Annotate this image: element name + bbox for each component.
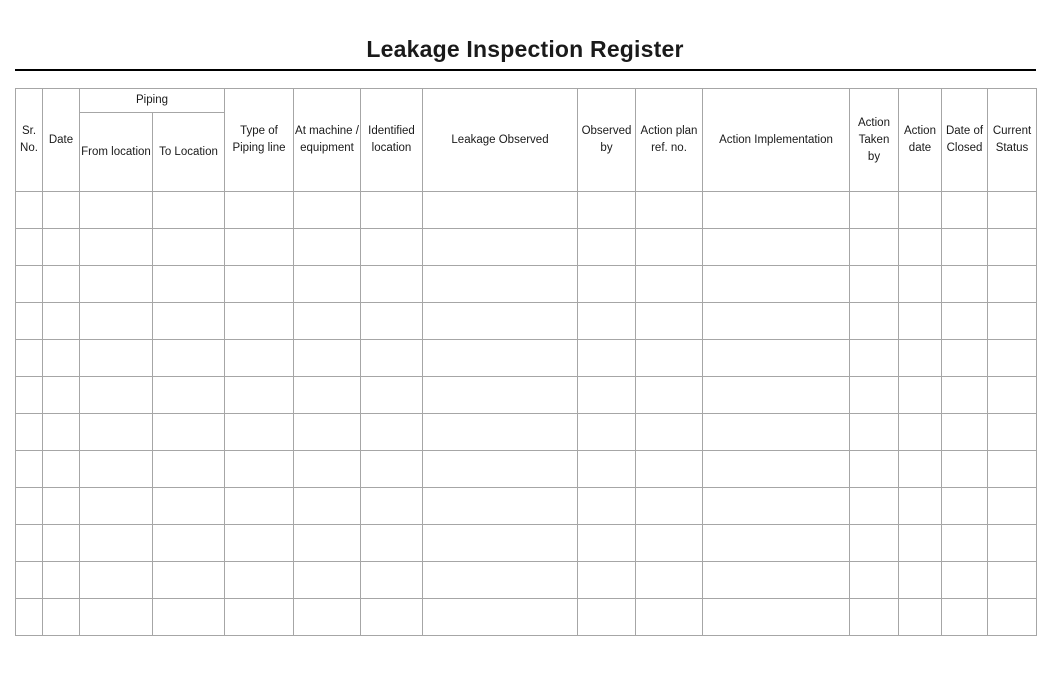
cell-action-taken-by[interactable] (850, 562, 899, 599)
cell-date[interactable] (43, 377, 80, 414)
cell-identified-location[interactable] (361, 340, 423, 377)
cell-action-taken-by[interactable] (850, 488, 899, 525)
header-sr-no: Sr. No. (16, 89, 43, 192)
cell-sr-no[interactable] (16, 562, 43, 599)
cell-action-date[interactable] (899, 525, 942, 562)
cell-action-taken-by[interactable] (850, 414, 899, 451)
cell-identified-location[interactable] (361, 562, 423, 599)
cell-action-date[interactable] (899, 377, 942, 414)
cell-date-of-closed[interactable] (942, 599, 988, 636)
cell-action-date[interactable] (899, 192, 942, 229)
cell-to-location[interactable] (153, 340, 225, 377)
cell-identified-location[interactable] (361, 377, 423, 414)
cell-sr-no[interactable] (16, 451, 43, 488)
cell-action-implementation[interactable] (703, 377, 850, 414)
cell-leakage-observed[interactable] (423, 599, 578, 636)
cell-from-location[interactable] (80, 414, 153, 451)
cell-identified-location[interactable] (361, 451, 423, 488)
cell-observed-by[interactable] (578, 562, 636, 599)
cell-type-of-piping-line[interactable] (225, 192, 294, 229)
header-current-status: Current Status (988, 89, 1037, 192)
cell-at-machine-equipment[interactable] (294, 451, 361, 488)
cell-to-location[interactable] (153, 266, 225, 303)
cell-at-machine-equipment[interactable] (294, 229, 361, 266)
cell-action-plan-ref-no[interactable] (636, 488, 703, 525)
table-row (16, 599, 1037, 636)
cell-at-machine-equipment[interactable] (294, 266, 361, 303)
cell-date-of-closed[interactable] (942, 303, 988, 340)
cell-leakage-observed[interactable] (423, 192, 578, 229)
cell-identified-location[interactable] (361, 525, 423, 562)
cell-date-of-closed[interactable] (942, 525, 988, 562)
cell-leakage-observed[interactable] (423, 229, 578, 266)
cell-at-machine-equipment[interactable] (294, 377, 361, 414)
cell-from-location[interactable] (80, 229, 153, 266)
cell-date[interactable] (43, 562, 80, 599)
cell-observed-by[interactable] (578, 229, 636, 266)
cell-action-plan-ref-no[interactable] (636, 303, 703, 340)
cell-date[interactable] (43, 192, 80, 229)
cell-from-location[interactable] (80, 340, 153, 377)
cell-leakage-observed[interactable] (423, 525, 578, 562)
table-row (16, 192, 1037, 229)
cell-at-machine-equipment[interactable] (294, 192, 361, 229)
header-at-machine-equipment: At machine / equipment (294, 89, 361, 192)
cell-to-location[interactable] (153, 451, 225, 488)
cell-identified-location[interactable] (361, 192, 423, 229)
header-date-of-closed: Date of Closed (942, 89, 988, 192)
cell-action-date[interactable] (899, 488, 942, 525)
cell-leakage-observed[interactable] (423, 340, 578, 377)
cell-action-implementation[interactable] (703, 340, 850, 377)
cell-action-date[interactable] (899, 451, 942, 488)
inspection-register-table (15, 88, 1037, 636)
cell-from-location[interactable] (80, 303, 153, 340)
title-divider (15, 69, 1036, 71)
cell-identified-location[interactable] (361, 266, 423, 303)
cell-observed-by[interactable] (578, 192, 636, 229)
cell-action-taken-by[interactable] (850, 266, 899, 303)
cell-at-machine-equipment[interactable] (294, 525, 361, 562)
cell-action-plan-ref-no[interactable] (636, 525, 703, 562)
cell-identified-location[interactable] (361, 414, 423, 451)
cell-observed-by[interactable] (578, 451, 636, 488)
cell-action-implementation[interactable] (703, 229, 850, 266)
cell-current-status[interactable] (988, 229, 1037, 266)
cell-at-machine-equipment[interactable] (294, 599, 361, 636)
header-type-of-piping-line: Type of Piping line (225, 89, 294, 192)
cell-date[interactable] (43, 451, 80, 488)
header-observed-by: Observed by (578, 89, 636, 192)
table-row (16, 488, 1037, 525)
cell-current-status[interactable] (988, 340, 1037, 377)
cell-type-of-piping-line[interactable] (225, 525, 294, 562)
cell-action-implementation[interactable] (703, 303, 850, 340)
cell-sr-no[interactable] (16, 488, 43, 525)
cell-sr-no[interactable] (16, 192, 43, 229)
cell-date[interactable] (43, 340, 80, 377)
cell-date-of-closed[interactable] (942, 488, 988, 525)
cell-sr-no[interactable] (16, 414, 43, 451)
header-from-location: From location (80, 113, 153, 192)
cell-action-implementation[interactable] (703, 414, 850, 451)
cell-date[interactable] (43, 303, 80, 340)
cell-identified-location[interactable] (361, 599, 423, 636)
cell-current-status[interactable] (988, 488, 1037, 525)
cell-leakage-observed[interactable] (423, 562, 578, 599)
header-date: Date (43, 89, 80, 192)
cell-action-implementation[interactable] (703, 451, 850, 488)
cell-observed-by[interactable] (578, 525, 636, 562)
cell-action-implementation[interactable] (703, 562, 850, 599)
cell-current-status[interactable] (988, 414, 1037, 451)
cell-from-location[interactable] (80, 562, 153, 599)
cell-current-status[interactable] (988, 451, 1037, 488)
cell-action-plan-ref-no[interactable] (636, 377, 703, 414)
table-row (16, 414, 1037, 451)
cell-to-location[interactable] (153, 488, 225, 525)
cell-identified-location[interactable] (361, 488, 423, 525)
cell-leakage-observed[interactable] (423, 377, 578, 414)
cell-date-of-closed[interactable] (942, 377, 988, 414)
table-row (16, 377, 1037, 414)
cell-to-location[interactable] (153, 562, 225, 599)
cell-current-status[interactable] (988, 192, 1037, 229)
cell-action-date[interactable] (899, 599, 942, 636)
cell-action-implementation[interactable] (703, 266, 850, 303)
cell-date[interactable] (43, 229, 80, 266)
cell-at-machine-equipment[interactable] (294, 414, 361, 451)
cell-action-plan-ref-no[interactable] (636, 340, 703, 377)
header-action-date: Action date (899, 89, 942, 192)
cell-action-plan-ref-no[interactable] (636, 192, 703, 229)
register-body (16, 192, 1037, 636)
cell-action-taken-by[interactable] (850, 377, 899, 414)
cell-action-date[interactable] (899, 303, 942, 340)
cell-current-status[interactable] (988, 562, 1037, 599)
cell-action-taken-by[interactable] (850, 192, 899, 229)
cell-observed-by[interactable] (578, 266, 636, 303)
cell-action-implementation[interactable] (703, 192, 850, 229)
cell-current-status[interactable] (988, 377, 1037, 414)
cell-from-location[interactable] (80, 266, 153, 303)
table-row (16, 525, 1037, 562)
cell-sr-no[interactable] (16, 303, 43, 340)
cell-action-date[interactable] (899, 414, 942, 451)
cell-date-of-closed[interactable] (942, 192, 988, 229)
cell-date[interactable] (43, 599, 80, 636)
header-to-location: To Location (153, 113, 225, 192)
cell-date-of-closed[interactable] (942, 562, 988, 599)
cell-to-location[interactable] (153, 525, 225, 562)
cell-type-of-piping-line[interactable] (225, 340, 294, 377)
cell-action-taken-by[interactable] (850, 451, 899, 488)
cell-type-of-piping-line[interactable] (225, 451, 294, 488)
cell-type-of-piping-line[interactable] (225, 303, 294, 340)
cell-to-location[interactable] (153, 303, 225, 340)
cell-identified-location[interactable] (361, 229, 423, 266)
cell-action-plan-ref-no[interactable] (636, 599, 703, 636)
cell-current-status[interactable] (988, 599, 1037, 636)
cell-action-taken-by[interactable] (850, 340, 899, 377)
cell-current-status[interactable] (988, 303, 1037, 340)
cell-sr-no[interactable] (16, 229, 43, 266)
table-row (16, 451, 1037, 488)
cell-type-of-piping-line[interactable] (225, 488, 294, 525)
cell-action-plan-ref-no[interactable] (636, 229, 703, 266)
cell-action-implementation[interactable] (703, 599, 850, 636)
cell-action-plan-ref-no[interactable] (636, 451, 703, 488)
cell-leakage-observed[interactable] (423, 303, 578, 340)
cell-observed-by[interactable] (578, 414, 636, 451)
table-row (16, 229, 1037, 266)
cell-at-machine-equipment[interactable] (294, 303, 361, 340)
header-action-plan-ref-no: Action plan ref. no. (636, 89, 703, 192)
cell-to-location[interactable] (153, 599, 225, 636)
cell-leakage-observed[interactable] (423, 451, 578, 488)
cell-from-location[interactable] (80, 451, 153, 488)
cell-action-date[interactable] (899, 340, 942, 377)
cell-current-status[interactable] (988, 525, 1037, 562)
cell-sr-no[interactable] (16, 377, 43, 414)
cell-type-of-piping-line[interactable] (225, 229, 294, 266)
cell-type-of-piping-line[interactable] (225, 377, 294, 414)
cell-action-plan-ref-no[interactable] (636, 562, 703, 599)
cell-type-of-piping-line[interactable] (225, 414, 294, 451)
cell-action-date[interactable] (899, 229, 942, 266)
cell-action-taken-by[interactable] (850, 229, 899, 266)
cell-at-machine-equipment[interactable] (294, 488, 361, 525)
cell-sr-no[interactable] (16, 525, 43, 562)
cell-from-location[interactable] (80, 525, 153, 562)
cell-date-of-closed[interactable] (942, 229, 988, 266)
header-piping-group: Piping (80, 89, 225, 113)
cell-from-location[interactable] (80, 599, 153, 636)
table-row (16, 303, 1037, 340)
cell-action-date[interactable] (899, 562, 942, 599)
cell-from-location[interactable] (80, 377, 153, 414)
cell-date-of-closed[interactable] (942, 451, 988, 488)
cell-identified-location[interactable] (361, 303, 423, 340)
cell-date[interactable] (43, 525, 80, 562)
cell-at-machine-equipment[interactable] (294, 340, 361, 377)
cell-observed-by[interactable] (578, 599, 636, 636)
cell-leakage-observed[interactable] (423, 266, 578, 303)
cell-action-plan-ref-no[interactable] (636, 414, 703, 451)
cell-leakage-observed[interactable] (423, 488, 578, 525)
cell-observed-by[interactable] (578, 377, 636, 414)
cell-type-of-piping-line[interactable] (225, 266, 294, 303)
cell-from-location[interactable] (80, 488, 153, 525)
header-action-implementation: Action Implementation (703, 89, 850, 192)
cell-date-of-closed[interactable] (942, 414, 988, 451)
cell-sr-no[interactable] (16, 266, 43, 303)
cell-date[interactable] (43, 414, 80, 451)
cell-action-taken-by[interactable] (850, 599, 899, 636)
table-row (16, 266, 1037, 303)
cell-leakage-observed[interactable] (423, 414, 578, 451)
cell-to-location[interactable] (153, 414, 225, 451)
cell-date-of-closed[interactable] (942, 266, 988, 303)
cell-date[interactable] (43, 488, 80, 525)
cell-date[interactable] (43, 266, 80, 303)
header-identified-location: Identified location (361, 89, 423, 192)
cell-action-date[interactable] (899, 266, 942, 303)
cell-action-taken-by[interactable] (850, 525, 899, 562)
cell-to-location[interactable] (153, 229, 225, 266)
cell-sr-no[interactable] (16, 599, 43, 636)
header-leakage-observed: Leakage Observed (423, 89, 578, 192)
page-title: Leakage Inspection Register (366, 36, 684, 62)
cell-sr-no[interactable] (16, 340, 43, 377)
cell-current-status[interactable] (988, 266, 1037, 303)
header-action-taken-by: Action Taken by (850, 89, 899, 192)
cell-action-taken-by[interactable] (850, 303, 899, 340)
cell-type-of-piping-line[interactable] (225, 599, 294, 636)
table-row (16, 562, 1037, 599)
cell-date-of-closed[interactable] (942, 340, 988, 377)
table-row (16, 340, 1037, 377)
cell-observed-by[interactable] (578, 340, 636, 377)
cell-type-of-piping-line[interactable] (225, 562, 294, 599)
cell-at-machine-equipment[interactable] (294, 562, 361, 599)
cell-to-location[interactable] (153, 192, 225, 229)
cell-from-location[interactable] (80, 192, 153, 229)
cell-action-plan-ref-no[interactable] (636, 266, 703, 303)
cell-action-implementation[interactable] (703, 525, 850, 562)
cell-action-implementation[interactable] (703, 488, 850, 525)
cell-observed-by[interactable] (578, 488, 636, 525)
cell-to-location[interactable] (153, 377, 225, 414)
cell-observed-by[interactable] (578, 303, 636, 340)
